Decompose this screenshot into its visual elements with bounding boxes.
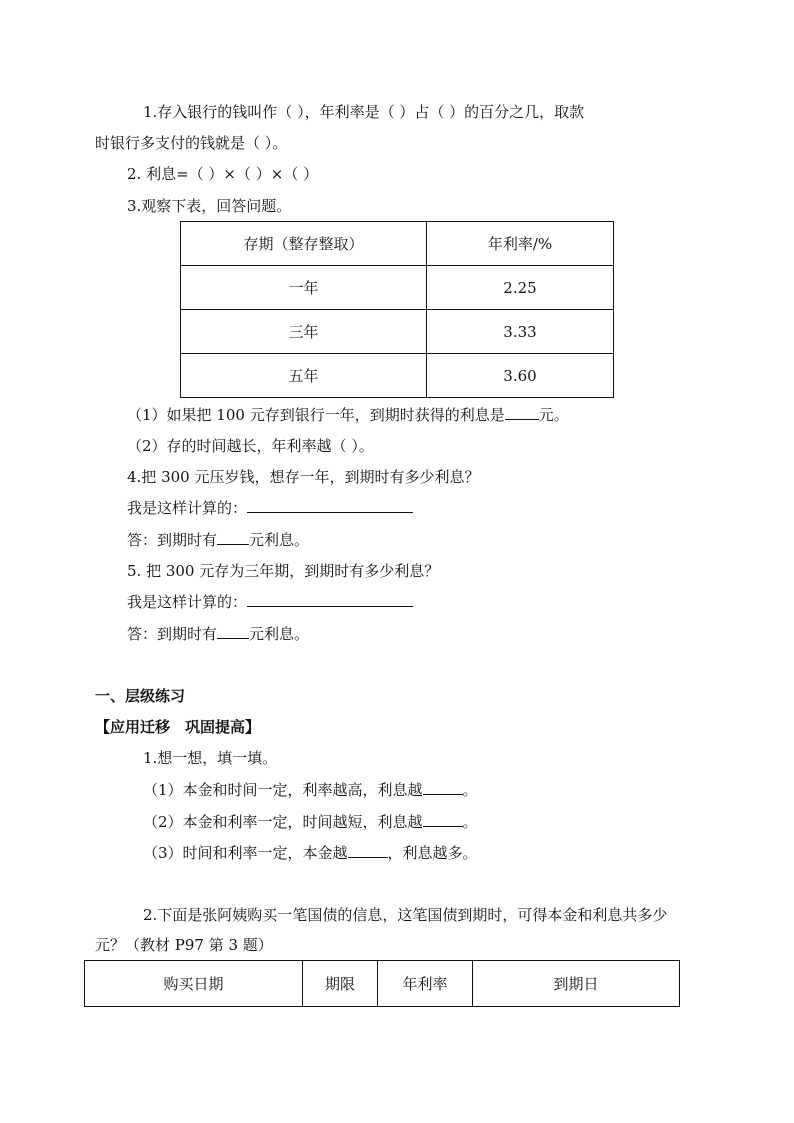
- table-cell: 三年: [181, 310, 427, 354]
- table-row: [181, 310, 614, 354]
- calc-label: 我是这样计算的：: [127, 499, 248, 517]
- p2-q1-sub3: [143, 843, 478, 863]
- answer-blank[interactable]: [217, 624, 249, 639]
- calc-blank[interactable]: [247, 498, 413, 513]
- interest-rate-table: [180, 221, 614, 398]
- q4-text: 4.把 300 元压岁钱，想存一年，到期时有多少利息？: [127, 468, 480, 486]
- table-cell: 3.33: [427, 310, 614, 354]
- p2-q2-line2: 元？（教材 P97 第 3 题）: [95, 936, 273, 954]
- answer-suffix: 元利息。: [249, 531, 310, 549]
- q3-sub1-text: （1）如果把 100 元存到银行一年，到期时获得的利息是: [127, 406, 505, 424]
- answer-prefix: 答：到期时有: [127, 531, 218, 549]
- answer-blank[interactable]: [423, 812, 463, 827]
- answer-blank[interactable]: [217, 530, 249, 545]
- q3-instruction: 3.观察下表，回答问题。: [127, 197, 292, 215]
- p2-q2-line1: 2.下面是张阿姨购买一笔国债的信息，这笔国债到期时，可得本金和利息共多少: [143, 906, 668, 924]
- table-cell: 五年: [181, 354, 427, 398]
- table-header-row: [85, 961, 680, 1007]
- q5-calc: [127, 592, 413, 612]
- calc-label: 我是这样计算的：: [127, 593, 248, 611]
- table-header-cell: 存期（整存整取）: [181, 222, 427, 266]
- q1-line2: 时银行多支付的钱就是（ ）。: [95, 134, 288, 152]
- answer-prefix: 答：到期时有: [127, 625, 218, 643]
- section-heading: 一、层级练习: [95, 687, 186, 705]
- table-row: [181, 266, 614, 310]
- answer-suffix: 元利息。: [249, 625, 310, 643]
- q3-sub2: （2）存的时间越长，年利率越（ ）。: [127, 437, 374, 455]
- q1-line1: 1.存入银行的钱叫作（ ），年利率是（ ）占（ ）的百分之几，取款: [143, 103, 585, 121]
- calc-blank[interactable]: [247, 592, 413, 607]
- table-header-row: [181, 222, 614, 266]
- q5-text: 5. 把 300 元存为三年期，到期时有多少利息？: [127, 562, 440, 580]
- table-header-cell: 购买日期: [85, 961, 303, 1007]
- table-header-cell: 年利率/%: [427, 222, 614, 266]
- p2-q1-sub2: [143, 812, 478, 832]
- q5-answer: [127, 624, 309, 644]
- table-header-cell: 期限: [303, 961, 378, 1007]
- sub-text: （3）时间和利率一定，本金越: [143, 844, 348, 862]
- sub-end: 。: [462, 813, 478, 831]
- answer-blank[interactable]: [348, 843, 388, 858]
- p2-q1-sub1: [143, 780, 478, 800]
- sub-text: （2）本金和利率一定，时间越短，利息越: [143, 813, 423, 831]
- q4-calc: [127, 498, 413, 518]
- p2-q1-text: 1.想一想，填一填。: [143, 749, 278, 767]
- answer-blank[interactable]: [505, 405, 539, 420]
- table-cell: 一年: [181, 266, 427, 310]
- table-header-cell: 到期日: [473, 961, 680, 1007]
- table-header-cell: 年利率: [378, 961, 473, 1007]
- sub-end: ，利息越多。: [387, 844, 478, 862]
- answer-blank[interactable]: [423, 780, 463, 795]
- table-row: [181, 354, 614, 398]
- q4-answer: [127, 530, 309, 550]
- sub-end: 。: [462, 781, 478, 799]
- table-cell: 2.25: [427, 266, 614, 310]
- q3-sub1: [127, 405, 569, 425]
- table-cell: 3.60: [427, 354, 614, 398]
- q3-sub1-unit: 元。: [538, 406, 569, 424]
- q2-formula: 2. 利息=（ ）×（ ）×（ ）: [127, 165, 319, 183]
- sub-text: （1）本金和时间一定，利率越高，利息越: [143, 781, 423, 799]
- bond-info-table: [84, 960, 680, 1007]
- section-subheading: 【应用迁移 巩固提高】: [95, 718, 261, 736]
